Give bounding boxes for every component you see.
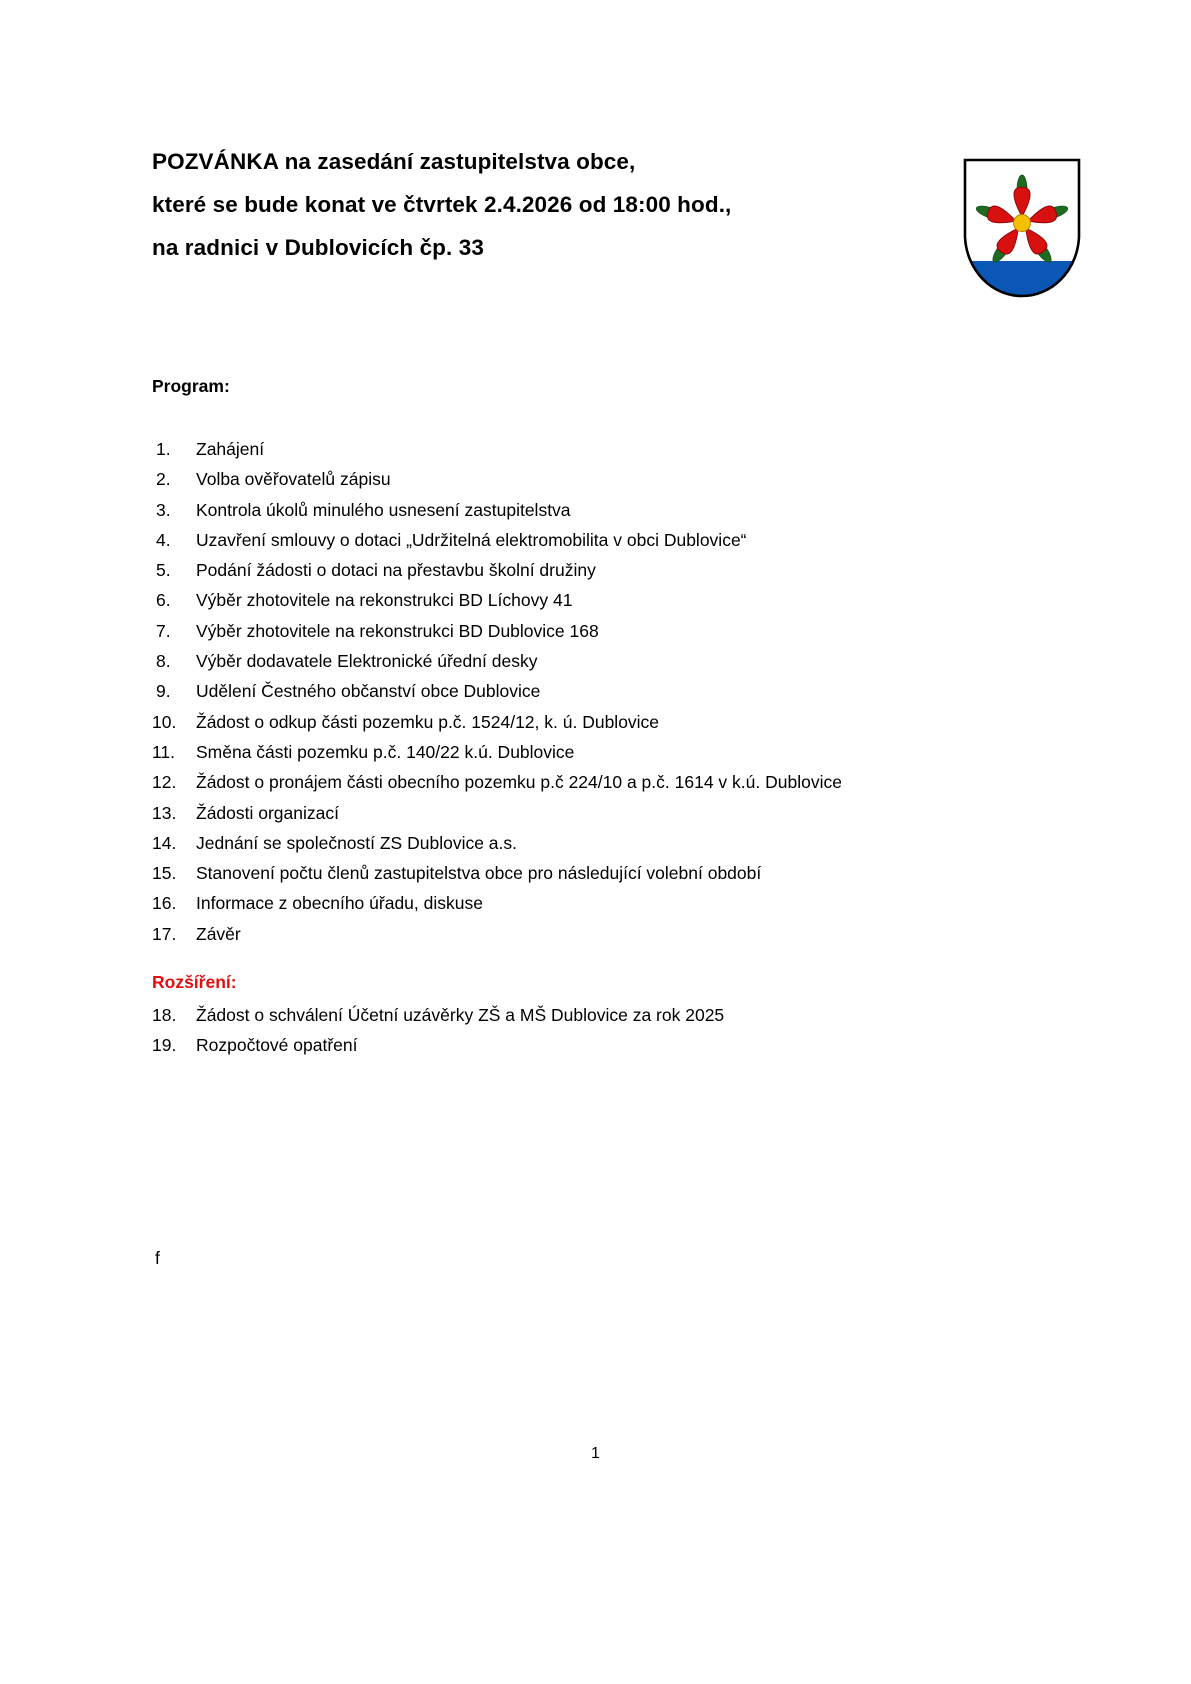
page-number: 1 (591, 1445, 600, 1462)
invitation-header (152, 140, 912, 269)
list-item-label: Výběr dodavatele Elektronické úřední desky (196, 651, 538, 672)
list-item-number: 7. (156, 620, 171, 641)
list-item-label: Žádost o odkup části pozemku p.č. 1524/12, k. ú. Dublovice (196, 711, 660, 732)
header-line-3: na radnici v Dublovicích čp. 33 (152, 235, 484, 260)
list-item (152, 646, 1052, 676)
list-item-number: 8. (156, 651, 171, 672)
list-item (152, 828, 1052, 858)
list-item-number: 13. (152, 802, 177, 823)
list-item-label: Závěr (196, 923, 241, 944)
list-item-number: 1. (156, 439, 171, 459)
list-item (152, 676, 1052, 706)
list-item-label: Uzavření smlouvy o dotaci „Udržitelná elektromobilita v obci Dublovice“ (196, 529, 747, 550)
list-item-number: 4. (156, 529, 171, 550)
list-item-label: Volba ověřovatelů zápisu (196, 469, 391, 490)
list-item-label: Směna části pozemku p.č. 140/22 k.ú. Dublovice (196, 741, 575, 762)
list-item (152, 616, 1052, 646)
list-item-label: Stanovení počtu členů zastupitelstva obce pro následující volební období (196, 863, 762, 884)
list-item-number: 10. (152, 711, 177, 732)
list-item (152, 555, 1052, 585)
agenda-list (152, 434, 1052, 949)
list-item (152, 737, 1052, 767)
coat-of-arms-icon (962, 157, 1082, 299)
list-item-label: Udělení Čestného občanství obce Dublovice (196, 681, 541, 702)
stray-character: f (155, 1248, 160, 1268)
list-item-label: Podání žádosti o dotaci na přestavbu školní družiny (196, 560, 596, 581)
list-item-label: Výběr zhotovitele na rekonstrukci BD Líchovy 41 (196, 590, 573, 611)
list-item (152, 798, 1052, 828)
list-item (152, 434, 1052, 464)
list-item-label: Výběr zhotovitele na rekonstrukci BD Dublovice 168 (196, 620, 599, 641)
program-heading: Program: (152, 376, 230, 396)
list-item-label: Rozpočtové opatření (196, 1035, 358, 1056)
list-item-label: Jednání se společností ZS Dublovice a.s. (196, 832, 518, 853)
list-item (152, 525, 1052, 555)
list-item (152, 585, 1052, 615)
list-item-label: Zahájení (196, 439, 265, 459)
list-item-number: 14. (152, 832, 177, 853)
list-item-number: 9. (156, 681, 171, 702)
list-item (152, 495, 1052, 525)
list-item-label: Kontrola úkolů minulého usnesení zastupitelstva (196, 499, 571, 520)
list-item-number: 18. (152, 1005, 177, 1025)
list-item-number: 12. (152, 772, 177, 793)
header-line-2: které se bude konat ve čtvrtek 2.4.2026 od 18:00 hod., (152, 192, 732, 217)
extension-heading: Rozšíření: (152, 972, 237, 992)
list-item (152, 1000, 1052, 1030)
list-item-number: 6. (156, 590, 171, 611)
list-item (152, 767, 1052, 797)
list-item (152, 707, 1052, 737)
list-item-number: 5. (156, 560, 171, 581)
list-item-number: 16. (152, 893, 177, 914)
header-line-1: POZVÁNKA na zasedání zastupitelstva obce, (152, 149, 636, 174)
list-item-number: 17. (152, 923, 177, 944)
list-item (152, 858, 1052, 888)
list-item (152, 919, 1052, 949)
list-item-label: Žádost o pronájem části obecního pozemku p.č 224/10 a p.č. 1614 v k.ú. Dublovice (196, 772, 842, 793)
list-item-number: 2. (156, 469, 171, 490)
list-item (152, 888, 1052, 918)
list-item-label: Žádost o schválení Účetní uzávěrky ZŠ a MŠ Dublovice za rok 2025 (196, 1005, 725, 1025)
list-item-label: Žádosti organizací (196, 802, 339, 823)
list-item (152, 464, 1052, 494)
list-item-number: 15. (152, 863, 177, 884)
list-item (152, 1030, 1052, 1060)
extension-list (152, 1000, 1052, 1061)
list-item-number: 19. (152, 1035, 177, 1056)
list-item-label: Informace z obecního úřadu, diskuse (196, 893, 483, 914)
list-item-number: 11. (152, 741, 176, 762)
list-item-number: 3. (156, 499, 171, 520)
